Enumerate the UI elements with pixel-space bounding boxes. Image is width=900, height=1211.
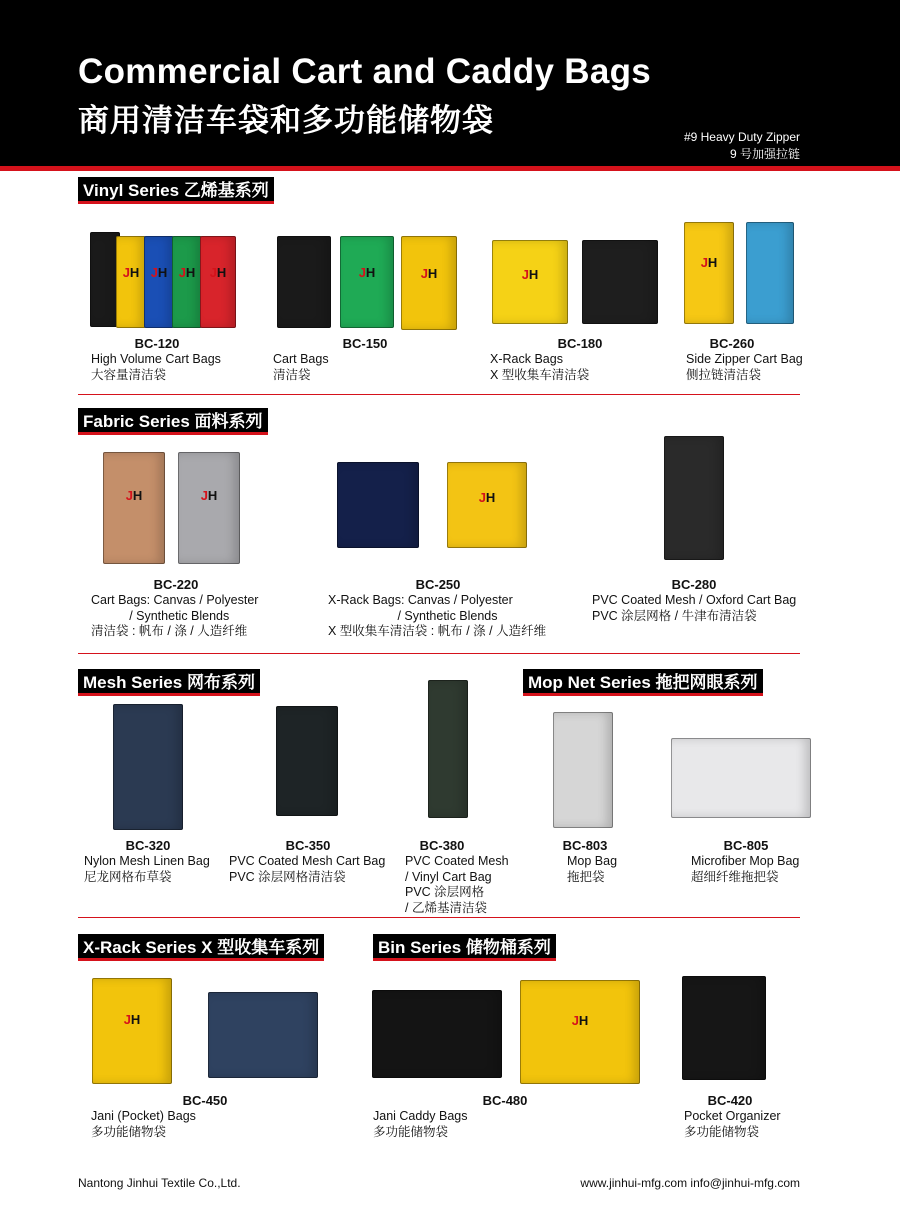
product-image-bc-180: [492, 240, 568, 324]
product-image-bc-805: [671, 738, 811, 818]
product-description: PVC Coated Mesh Cart Bag PVC 涂层网格清洁袋: [229, 854, 386, 884]
product-code: BC-450: [182, 1093, 228, 1108]
brand-logo: JH: [478, 489, 496, 505]
product-description: Cart Bags 清洁袋: [273, 352, 329, 382]
brand-logo: JH: [125, 487, 143, 503]
product-image-bc-260: [746, 222, 794, 324]
section-mop-net: Mop Net Series 拖把网眼系列: [523, 669, 763, 696]
section-x-rack: X-Rack Series X 型收集车系列: [78, 934, 324, 961]
brand-logo: JH: [200, 487, 218, 503]
section-bin: Bin Series 储物桶系列: [373, 934, 556, 961]
product-code: BC-250: [415, 577, 461, 592]
product-image-bc-120: [144, 236, 174, 328]
product-description: Microfiber Mop Bag 超细纤维拖把袋: [691, 854, 800, 884]
product-code: BC-805: [723, 838, 769, 853]
brand-logo: JH: [700, 254, 718, 270]
brand-logo: JH: [571, 1013, 589, 1029]
product-description: PVC Coated Mesh / Vinyl Cart Bag PVC 涂层网格 / 乙烯基清洁袋: [405, 854, 509, 915]
brand-logo: JH: [209, 265, 227, 281]
product-image-bc-250: [447, 462, 527, 548]
product-code: BC-260: [709, 336, 755, 351]
product-image-bc-380: [428, 680, 468, 818]
product-image-bc-250: [337, 462, 419, 548]
product-code: BC-220: [153, 577, 199, 592]
section-mesh: Mesh Series 网布系列: [78, 669, 260, 696]
page-title: Commercial Cart and Caddy Bags: [78, 52, 652, 91]
divider: [78, 394, 800, 395]
product-image-bc-350: [276, 706, 338, 816]
product-image-bc-220: [178, 452, 240, 564]
product-code: BC-350: [285, 838, 331, 853]
product-description: X-Rack Bags X 型收集车清洁袋: [490, 352, 590, 382]
product-image-bc-280: [664, 436, 724, 560]
brand-logo: JH: [150, 265, 168, 281]
product-image-bc-120: [172, 236, 202, 328]
product-description: PVC Coated Mesh / Oxford Cart Bag PVC 涂层网格 / 牛津布清洁袋: [592, 593, 797, 623]
product-code: BC-180: [557, 336, 603, 351]
product-image-bc-480: [520, 980, 640, 1084]
product-description: Jani Caddy Bags 多功能储物袋: [373, 1109, 468, 1139]
product-image-bc-803: [553, 712, 613, 828]
product-image-bc-420: [682, 976, 766, 1080]
product-image-bc-260: [684, 222, 734, 324]
divider: [78, 917, 800, 918]
brand-logo: JH: [521, 266, 539, 282]
product-code: BC-420: [707, 1093, 753, 1108]
product-code: BC-380: [419, 838, 465, 853]
product-description: High Volume Cart Bags 大容量清洁袋: [91, 352, 221, 382]
product-image-bc-150: [401, 236, 457, 330]
product-code: BC-280: [671, 577, 717, 592]
product-description: Nylon Mesh Linen Bag 尼龙网格布草袋: [84, 854, 210, 884]
product-description: Jani (Pocket) Bags 多功能储物袋: [91, 1109, 196, 1139]
product-image-bc-120: [116, 236, 146, 328]
zipper-note-cn: 9 号加强拉链: [729, 147, 800, 161]
product-image-bc-180: [582, 240, 658, 324]
product-image-bc-120: [200, 236, 236, 328]
section-fabric: Fabric Series 面料系列: [78, 408, 268, 435]
product-code: BC-480: [482, 1093, 528, 1108]
product-image-bc-220: [103, 452, 165, 564]
footer-contact: www.jinhui-mfg.com info@jinhui-mfg.com: [580, 1176, 800, 1190]
product-image-bc-150: [277, 236, 331, 328]
product-code: BC-150: [342, 336, 388, 351]
product-description: Cart Bags: Canvas / Polyester / Synthetic Blends 清洁袋 : 帆布 / 涤 / 人造纤维: [91, 593, 259, 638]
brand-logo: JH: [420, 266, 438, 282]
product-description: Side Zipper Cart Bag 侧拉链清洁袋: [686, 352, 803, 382]
product-description: Mop Bag 拖把袋: [567, 854, 618, 884]
footer-company: Nantong Jinhui Textile Co.,Ltd.: [78, 1176, 241, 1190]
product-code: BC-803: [562, 838, 608, 853]
product-code: BC-320: [125, 838, 171, 853]
brand-logo: JH: [358, 265, 376, 281]
product-image-bc-320: [113, 704, 183, 830]
product-image-bc-150: [340, 236, 394, 328]
divider: [78, 653, 800, 654]
page-title-cn: 商用清洁车袋和多功能储物袋: [78, 103, 494, 138]
section-vinyl: Vinyl Series 乙烯基系列: [78, 177, 274, 204]
product-image-bc-480: [372, 990, 502, 1078]
brand-logo: JH: [122, 265, 140, 281]
product-image-bc-450: [208, 992, 318, 1078]
product-description: Pocket Organizer 多功能储物袋: [684, 1109, 781, 1139]
product-image-bc-450: [92, 978, 172, 1084]
zipper-note: #9 Heavy Duty Zipper: [683, 130, 800, 144]
brand-logo: JH: [178, 265, 196, 281]
brand-logo: JH: [123, 1011, 141, 1027]
product-description: X-Rack Bags: Canvas / Polyester / Synthetic Blends X 型收集车清洁袋 : 帆布 / 涤 / 人造纤维: [328, 593, 547, 638]
header-accent-bar: [0, 166, 900, 171]
product-code: BC-120: [134, 336, 180, 351]
